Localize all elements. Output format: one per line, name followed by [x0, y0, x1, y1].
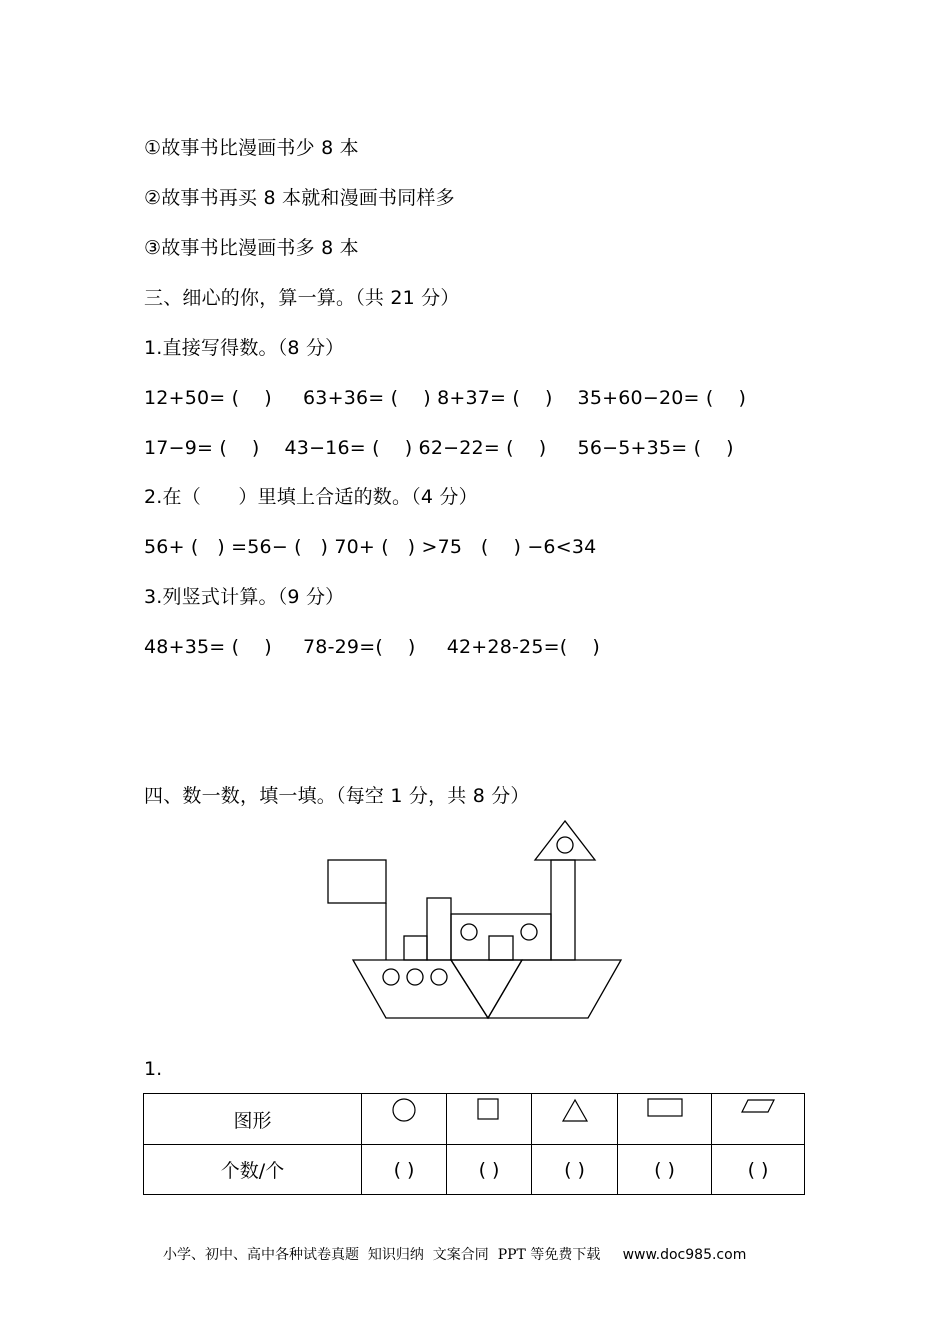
section-3-heading: 三、细心的你，算一算。（共 21 分） [144, 287, 460, 309]
cabin-square [489, 936, 513, 960]
vertical-calc-row: 48+35= ( ) 78-29=( ) 42+28-25=( ) [144, 636, 600, 658]
footer [163, 1244, 746, 1264]
row-label-shape: 图形 [144, 1094, 362, 1145]
small-square [404, 936, 427, 960]
shape-count-table [143, 1093, 805, 1195]
hull-right-trapezoid [488, 960, 621, 1018]
option-3: ③故事书比漫画书多 8 本 [144, 237, 359, 259]
count-blank-rectangle[interactable]: ( ) [618, 1145, 712, 1195]
footer-text: 小学、初中、高中各种试卷真题 知识归纳 文案合同 PPT 等免费下载 [163, 1247, 601, 1263]
hull-circle-3 [431, 969, 447, 985]
boat-figure [320, 818, 630, 1023]
hull-left-trapezoid [353, 960, 488, 1018]
count-blank-parallelogram[interactable]: ( ) [712, 1145, 805, 1195]
arith-row-2: 17−9= ( ) 43−16= ( ) 62−22= ( ) 56−5+35= ( ) [144, 437, 734, 459]
subquestion-1-heading: 1.直接写得数。（8 分） [144, 337, 345, 359]
arith-row-1: 12+50= ( ) 63+36= ( ) 8+37= ( ) 35+60−20= ( ) [144, 387, 747, 409]
count-blank-circle[interactable]: ( ) [362, 1145, 447, 1195]
tall-rectangle [427, 898, 451, 960]
tower-rectangle [551, 860, 575, 960]
triangle-icon [560, 1097, 590, 1125]
cabin-circle-right [521, 924, 537, 940]
row-label-count: 个数/个 [144, 1145, 362, 1195]
circle-icon [389, 1097, 419, 1125]
question-number: 1. [144, 1058, 163, 1080]
tower-triangle [535, 821, 595, 860]
hull-middle-triangle [451, 960, 522, 1018]
section-4-heading: 四、数一数，填一填。（每空 1 分，共 8 分） [144, 785, 530, 807]
cabin-circle-left [461, 924, 477, 940]
flag-rectangle [328, 860, 386, 903]
hull-circle-1 [383, 969, 399, 985]
option-2: ②故事书再买 8 本就和漫画书同样多 [144, 187, 455, 209]
option-1: ①故事书比漫画书少 8 本 [144, 137, 359, 159]
count-blank-square[interactable]: ( ) [447, 1145, 532, 1195]
square-icon [476, 1097, 502, 1123]
subquestion-2-heading: 2.在（ ）里填上合适的数。（4 分） [144, 486, 478, 508]
hull-circle-2 [407, 969, 423, 985]
count-blank-triangle[interactable]: ( ) [532, 1145, 618, 1195]
fill-blank-row: 56+ ( ) =56− ( ) 70+ ( ) >75 ( ) −6<34 [144, 536, 597, 558]
footer-url[interactable]: www.doc985.com [622, 1247, 747, 1263]
tower-circle [557, 837, 573, 853]
parallelogram-icon [738, 1097, 778, 1119]
subquestion-3-heading: 3.列竖式计算。（9 分） [144, 586, 345, 608]
rectangle-icon [645, 1097, 685, 1121]
